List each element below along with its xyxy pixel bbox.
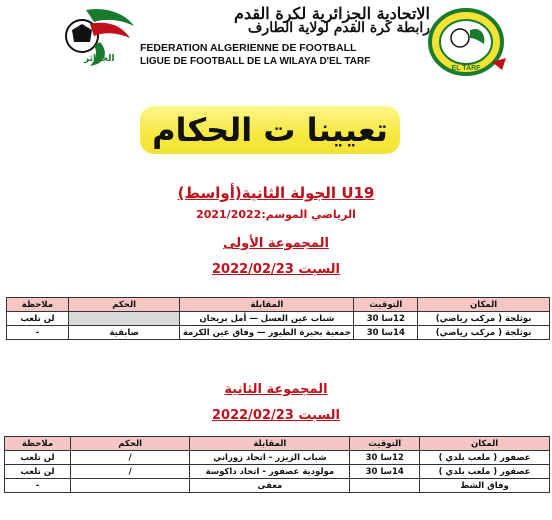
federation-name-arabic: الاتحادية الجزائرية لكرة القدم [234,4,430,23]
table-row [5,479,550,493]
group2-date: السبت 2022/02/23 [211,408,341,423]
group1-table [6,297,550,340]
group1-title: المجموعة الأولى [223,236,329,251]
league-logo-icon [426,8,512,78]
cell-match: شباب الزيزر - اتحاد زوراني [190,451,350,465]
cell-match: شباب عين العسل — أمل بريحان [180,312,354,326]
cell-referee [68,312,179,326]
page-title: تعيينا ت الحكام [140,106,400,154]
cell-time: 14سا 30 [350,465,420,479]
logo-left-caption: الجزائر [84,54,115,64]
col-place: المكان [418,298,550,312]
col-referee: الحكم [70,437,190,451]
group2-table [4,436,550,493]
table-header-row [5,437,550,451]
table-header-row [7,298,550,312]
cell-time: 12سا 30 [350,451,420,465]
col-referee: الحكم [68,298,179,312]
cell-referee [70,479,190,493]
season-label: الرياضي الموسم:2021/2022 [196,208,356,221]
col-time: التوقيت [354,298,418,312]
cell-referee: / [70,451,190,465]
federation-name-french: FEDERATION ALGERIENNE DE FOOTBALL [140,42,357,54]
cell-place: بوثلجة ( مركب رياضي) [418,326,550,340]
cell-note: لن تلعب [5,451,71,465]
cell-place: وفاق الشط [420,479,550,493]
cell-match: معفى [190,479,350,493]
cell-note: - [5,479,71,493]
cell-referee: / [70,465,190,479]
table-row [5,451,550,465]
col-note: ملاحظة [7,298,69,312]
cell-time [350,479,420,493]
cell-note: لن تلعب [5,465,71,479]
col-match: المقابلة [180,298,354,312]
col-time: التوقيت [350,437,420,451]
cell-time: 12سا 30 [354,312,418,326]
league-name-french: LIGUE DE FOOTBALL DE LA WILAYA D'EL TARF [140,56,371,67]
cell-note: لن تلعب [7,312,69,326]
group2-title: المجموعة الثانية [224,382,328,397]
league-logo-text: EL TARF [451,65,481,72]
cell-match: جمعية بحيرة الطيور — وفاق عين الكرمة [180,326,354,340]
cell-place: عصفور ( ملعب بلدي ) [420,451,550,465]
col-match: المقابلة [190,437,350,451]
col-place: المكان [420,437,550,451]
cell-time: 14سا 30 [354,326,418,340]
cell-place: عصفور ( ملعب بلدي ) [420,465,550,479]
table-row [7,312,550,326]
table-row [5,465,550,479]
col-note: ملاحظة [5,437,71,451]
round-title-text: U19 الجولة الثانية(أواسط) [177,184,375,202]
table-row [7,326,550,340]
cell-note: - [7,326,69,340]
cell-referee: صابقية [68,326,179,340]
league-name-arabic: رابطة كرة القدم لولاية الطارف [247,20,430,36]
cell-match: مولودية عصفور - اتحاد داكوسة [190,465,350,479]
group1-date: السبت 2022/02/23 [211,262,341,277]
round-title [0,184,552,202]
federation-logo-icon [60,4,140,76]
cell-place: بوثلجة ( مركب رياضي) [418,312,550,326]
letterhead [0,0,552,80]
